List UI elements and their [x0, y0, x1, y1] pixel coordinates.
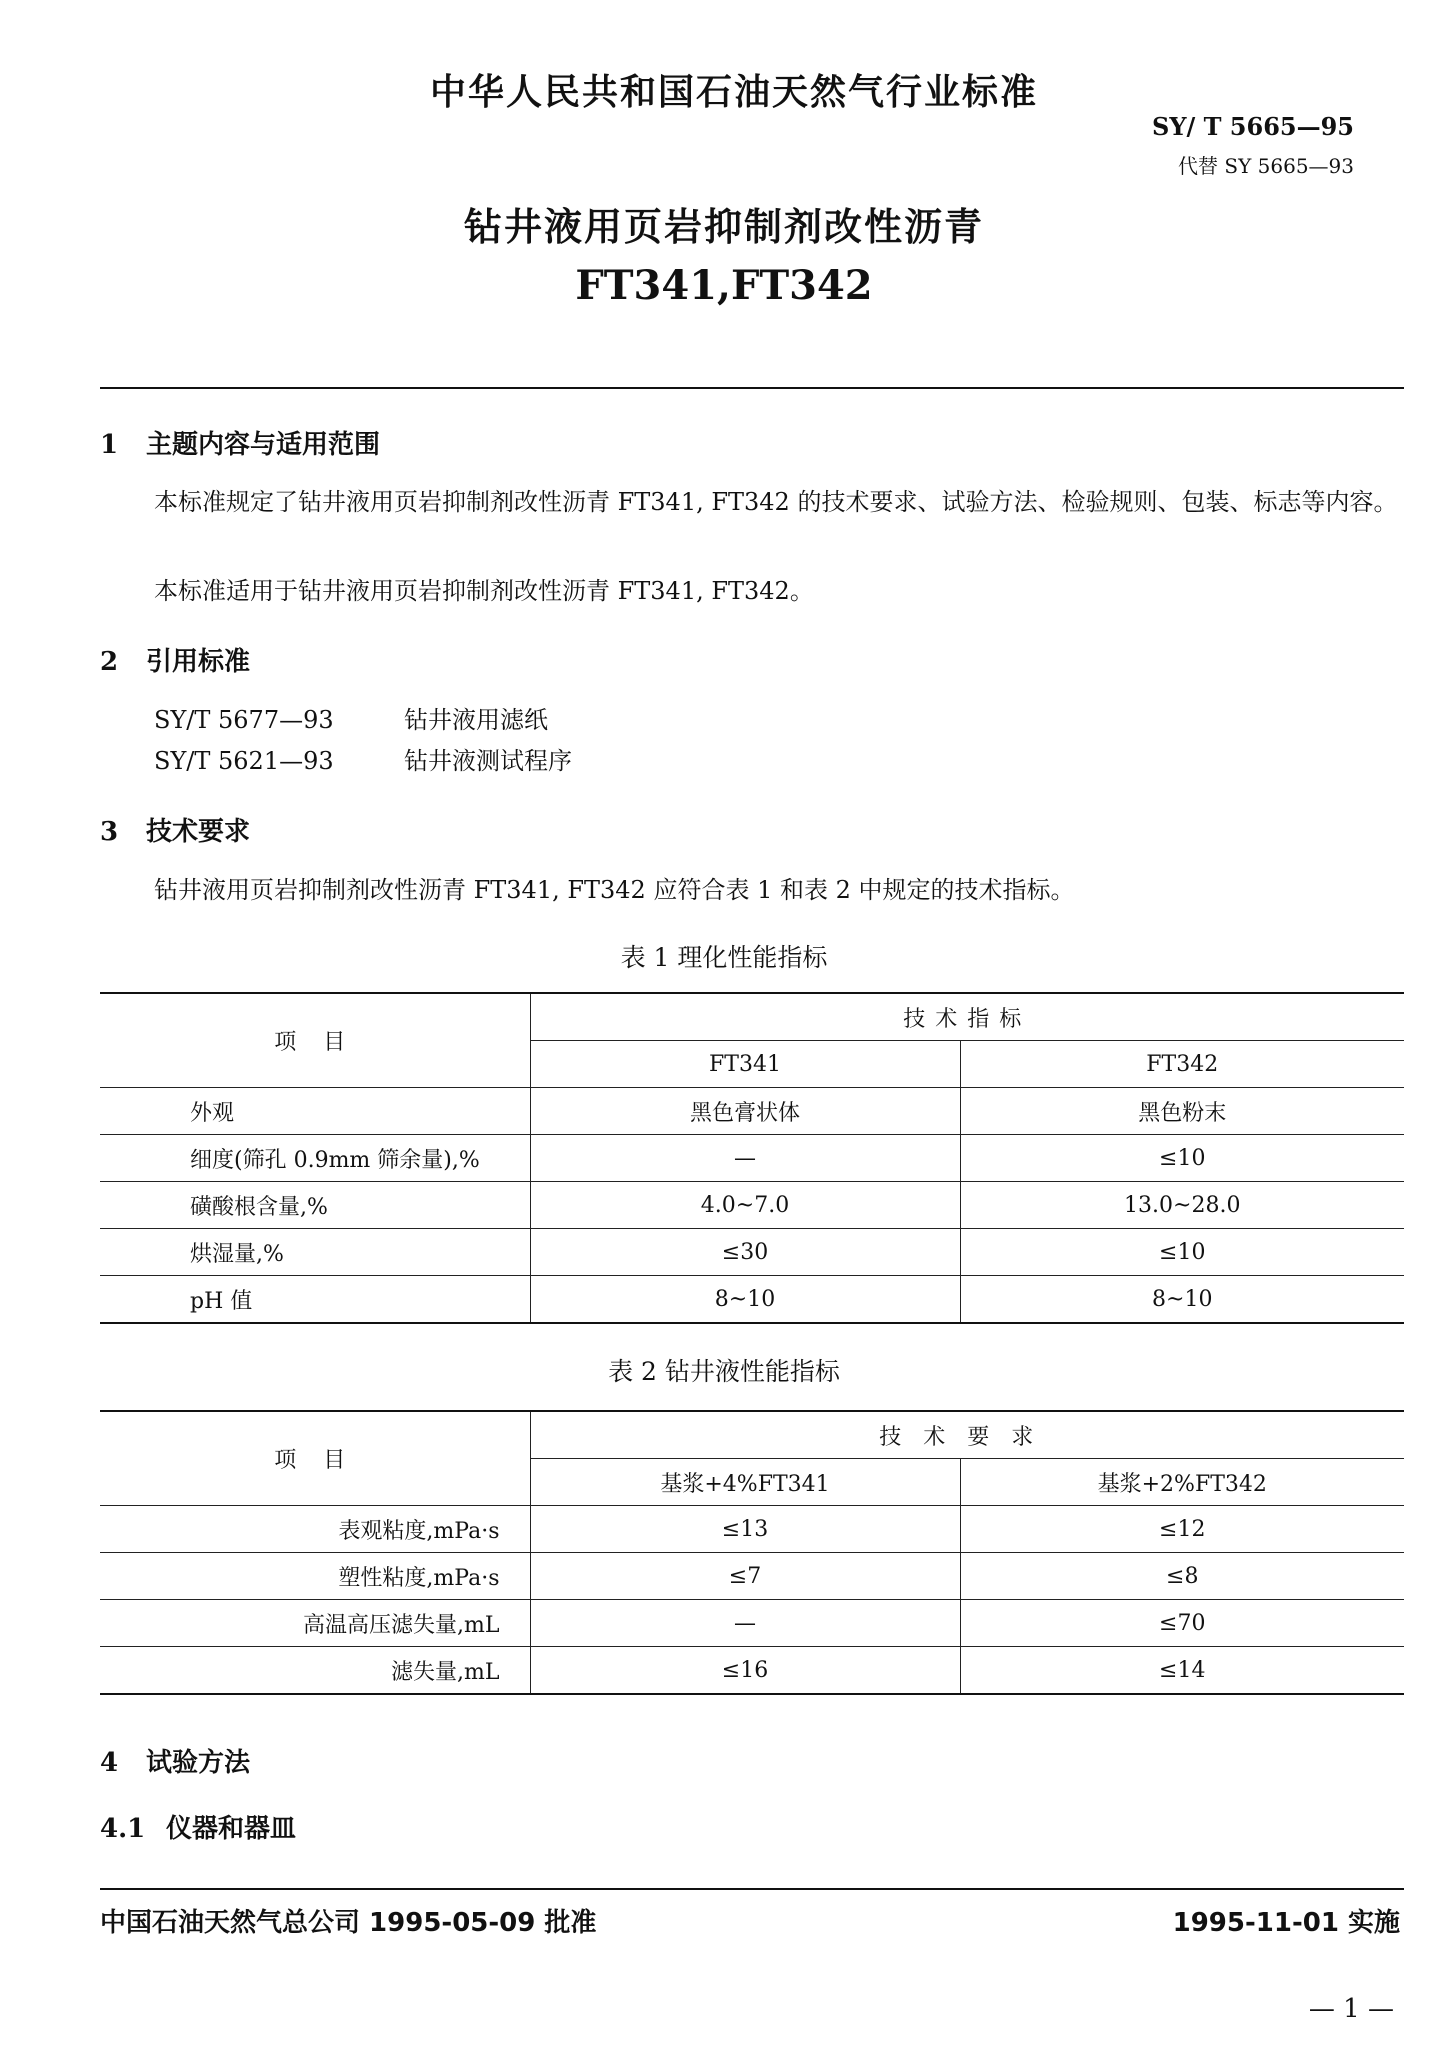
section-number: 3 — [100, 817, 119, 847]
cell-value: — — [530, 1600, 960, 1647]
table-row — [100, 1135, 1404, 1182]
cell-value: ≤10 — [960, 1229, 1404, 1276]
cell-value: ≤8 — [960, 1553, 1404, 1600]
reference-name: 钻井液测试程序 — [404, 747, 572, 775]
row-item: 高温高压滤失量,mL — [100, 1600, 530, 1647]
section-1-paragraph-1: 本标准规定了钻井液用页岩抑制剂改性沥青 FT341, FT342 的技术要求、试验方法、检验规则、包装、标志等内容。 — [154, 488, 1398, 516]
reference-item — [154, 741, 572, 776]
cell-value: 4.0~7.0 — [530, 1182, 960, 1229]
effective-date: 1995-11-01 实施 — [1172, 1908, 1400, 1938]
row-item: pH 值 — [100, 1276, 530, 1324]
row-item: 表观粘度,mPa·s — [100, 1506, 530, 1553]
subsection-4-1-heading — [100, 1808, 296, 1845]
document-subtitle: FT341,FT342 — [575, 262, 873, 309]
cell-value: ≤10 — [960, 1135, 1404, 1182]
section-title: 引用标准 — [146, 647, 251, 677]
reference-name: 钻井液用滤纸 — [404, 706, 548, 734]
column-header: FT341 — [530, 1041, 960, 1088]
table-row — [100, 1276, 1404, 1324]
item-header: 项 目 — [100, 1411, 530, 1506]
cell-value: ≤70 — [960, 1600, 1404, 1647]
row-item: 塑性粘度,mPa·s — [100, 1553, 530, 1600]
table-2 — [100, 1410, 1404, 1695]
cell-value: ≤12 — [960, 1506, 1404, 1553]
row-item: 滤失量,mL — [100, 1647, 530, 1695]
table-row — [100, 1182, 1404, 1229]
cell-value: ≤14 — [960, 1647, 1404, 1695]
table-row — [100, 1088, 1404, 1135]
standard-code: SY/ T 5665—95 — [1152, 112, 1354, 141]
column-header: 基浆+2%FT342 — [960, 1459, 1404, 1506]
subsection-number: 4.1 — [100, 1814, 146, 1844]
cell-value: ≤16 — [530, 1647, 960, 1695]
row-item: 磺酸根含量,% — [100, 1182, 530, 1229]
subsection-title: 仪器和器皿 — [166, 1814, 297, 1844]
group-header: 技术指标 — [530, 993, 1404, 1041]
cell-value: 8~10 — [960, 1276, 1404, 1324]
cell-value: ≤30 — [530, 1229, 960, 1276]
section-3-paragraph: 钻井液用页岩抑制剂改性沥青 FT341, FT342 应符合表 1 和表 2 中规定的技术指标。 — [154, 876, 1075, 904]
section-2-heading — [100, 641, 250, 678]
table-row — [100, 1229, 1404, 1276]
section-1-heading — [100, 424, 380, 461]
column-header: FT342 — [960, 1041, 1404, 1088]
group-header: 技术要求 — [530, 1411, 1404, 1459]
cell-value: 13.0~28.0 — [960, 1182, 1404, 1229]
reference-code: SY/T 5677—93 — [154, 706, 334, 734]
cell-value: ≤7 — [530, 1553, 960, 1600]
section-title: 主题内容与适用范围 — [146, 430, 381, 460]
replaces-note: 代替 SY 5665—93 — [1178, 154, 1354, 178]
table-row — [100, 1553, 1404, 1600]
section-4-heading — [100, 1742, 250, 1779]
document-title: 钻井液用页岩抑制剂改性沥青 — [463, 205, 984, 249]
reference-code: SY/T 5621—93 — [154, 747, 334, 775]
table-row — [100, 1506, 1404, 1553]
cell-value: 8~10 — [530, 1276, 960, 1324]
row-item: 细度(筛孔 0.9mm 筛余量),% — [100, 1135, 530, 1182]
table-row — [100, 1647, 1404, 1695]
cell-value: 黑色粉末 — [960, 1088, 1404, 1135]
page-number: — 1 — — [1308, 1994, 1394, 2024]
section-number: 1 — [100, 430, 119, 460]
row-item: 烘湿量,% — [100, 1229, 530, 1276]
section-number: 4 — [100, 1748, 119, 1778]
cell-value: — — [530, 1135, 960, 1182]
section-title: 试验方法 — [146, 1748, 251, 1778]
section-3-heading — [100, 811, 250, 848]
row-item: 外观 — [100, 1088, 530, 1135]
table-1 — [100, 992, 1404, 1324]
cell-value: 黑色膏状体 — [530, 1088, 960, 1135]
column-header: 基浆+4%FT341 — [530, 1459, 960, 1506]
table-1-caption: 表 1 理化性能指标 — [620, 943, 828, 972]
footer-divider — [100, 1888, 1404, 1890]
table-2-caption: 表 2 钻井液性能指标 — [608, 1357, 840, 1386]
item-header: 项 目 — [100, 993, 530, 1088]
section-1-paragraph-2: 本标准适用于钻井液用页岩抑制剂改性沥青 FT341, FT342。 — [154, 577, 814, 605]
reference-item — [154, 700, 548, 735]
cell-value: ≤13 — [530, 1506, 960, 1553]
section-number: 2 — [100, 647, 119, 677]
approval-line: 中国石油天然气总公司 1995-05-09 批准 — [100, 1908, 597, 1938]
table-row — [100, 1600, 1404, 1647]
standard-title: 中华人民共和国石油天然气行业标准 — [430, 72, 1039, 113]
title-divider — [100, 387, 1404, 389]
section-title: 技术要求 — [146, 817, 251, 847]
